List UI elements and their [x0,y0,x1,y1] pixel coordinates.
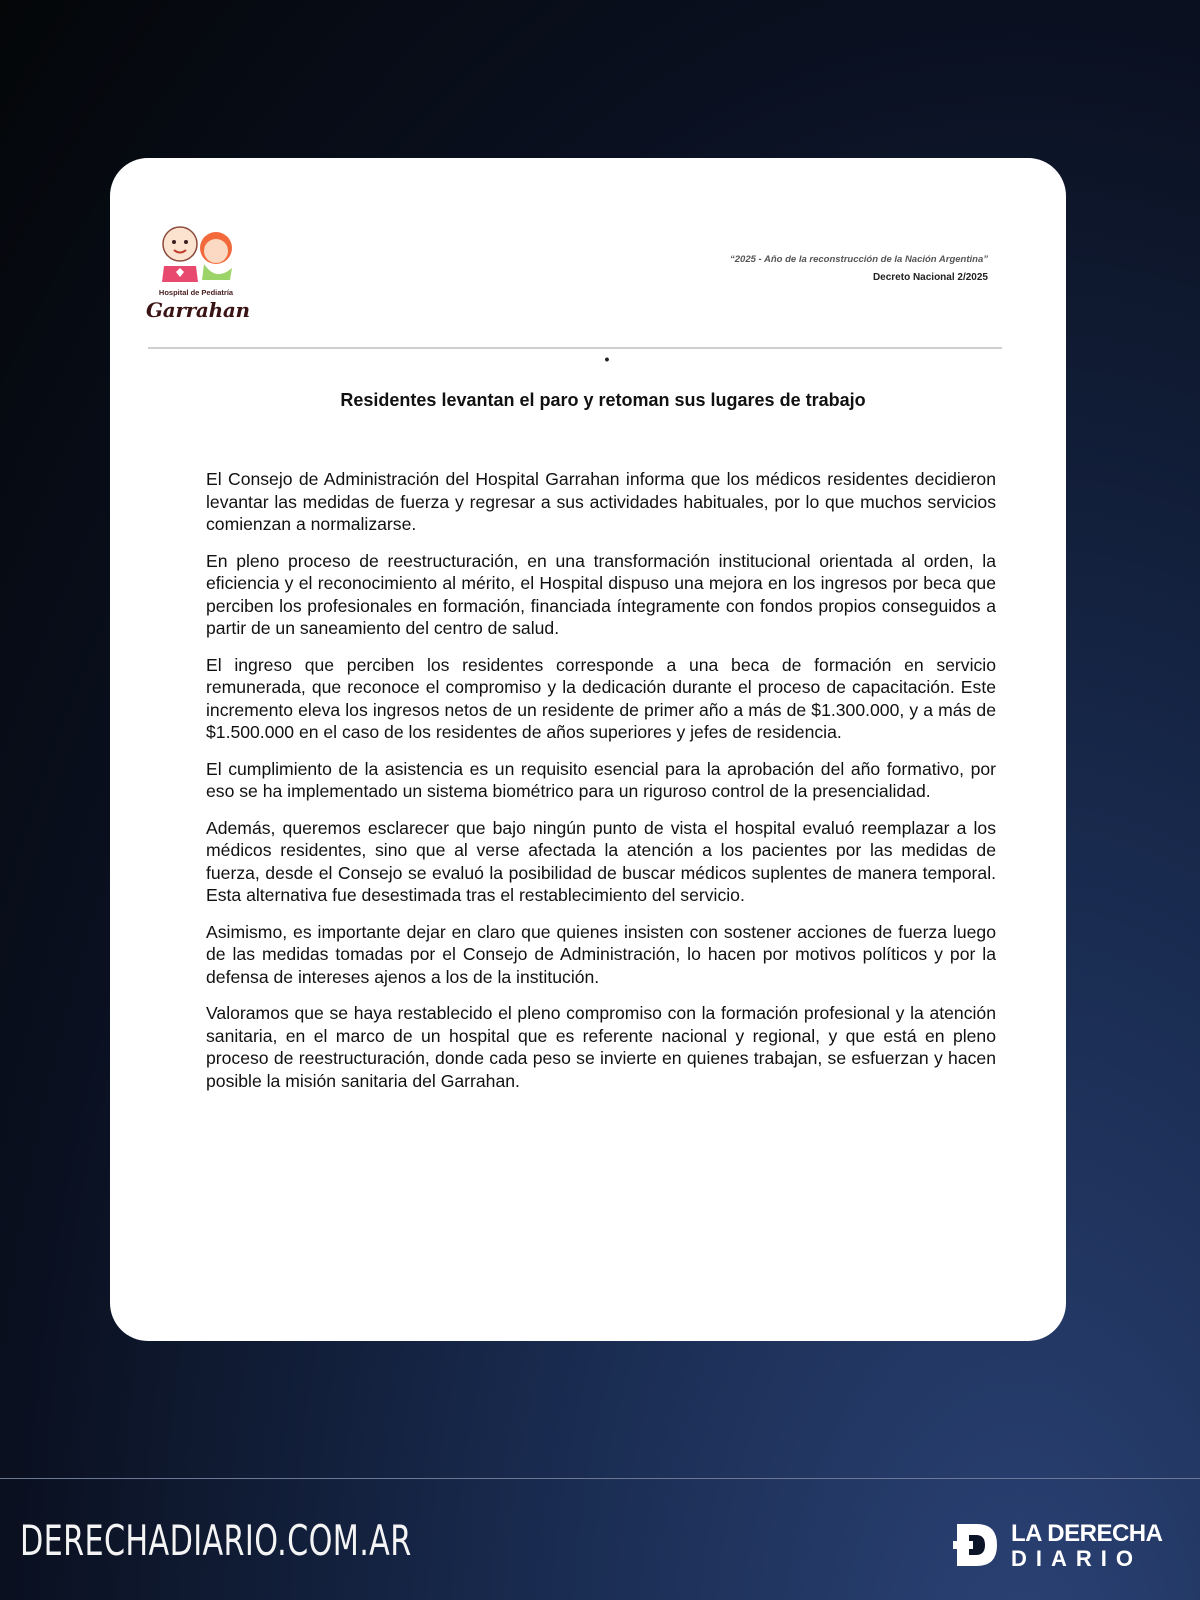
logo-name: Garrahan [146,298,250,322]
paragraph: Asimismo, es importante dejar en claro que quienes insisten con sostener acciones de fuerza luego de las medidas tomadas por el Consejo de Administración, lo hacen por motivos políticos y por la defensa de intereses ajenos a los de la institución. [206,921,996,987]
footer-divider [0,1478,1200,1479]
paragraph: El ingreso que perciben los residentes corresponde a una beca de formación en servicio remunerada, que reconoce el compromiso y la dedicación durante el proceso de capacitación. Este incremento eleva los ingresos netos de un residente de primer año a más de $1.300.000, y a más de $1.500.000 en el caso de los residentes de años superiores y jefes de residencia. [206,654,996,742]
document-title: Residentes levantan el paro y retoman sus lugares de trabajo [340,390,866,410]
paragraph: El cumplimiento de la asistencia es un requisito esencial para la aprobación del año formativo, por eso se ha implementado un sistema biométrico para un riguroso control de la presencialidad. [206,758,996,801]
press-release-card [110,158,1066,1341]
brand-line-2: DIARIO [1011,1546,1142,1571]
brand-logo [953,1518,1168,1572]
header-divider [148,347,1002,349]
document-body [206,468,996,1106]
paragraph: En pleno proceso de reestructuración, en una transformación institucional orientada al orden, la eficiencia y el reconocimiento al mérito, el Hospital dispuso una mejora en los ingresos por beca que perciben los profesionales en formación, financiada íntegramente con fondos propios conseguidos a partir de un saneamiento del centro de salud. [206,550,996,638]
hospital-logo [146,224,250,324]
paragraph: El Consejo de Administración del Hospital Garrahan informa que los médicos residentes decidieron levantar las medidas de fuerza y regresar a sus actividades habituales, por lo que muchos servicios comienzan a normalizarse. [206,469,996,534]
website-link[interactable]: DERECHADIARIO.COM.AR [20,1516,412,1565]
d-monogram-icon [953,1522,1001,1568]
separator-mark: • [604,351,610,367]
paragraph: Además, queremos esclarecer que bajo ningún punto de vista el hospital evaluó reemplazar a los médicos residentes, sino que al verse afectada la atención a los pacientes por las medidas de fuerza, desde el Consejo se evaluó la posibilidad de buscar médicos suplentes de manera temporal. Esta alternativa fue desestimada tras el restablecimiento del servicio. [206,817,996,905]
decree-reference: Decreto Nacional 2/2025 [872,272,988,283]
brand-line-1: LA DERECHA [1011,1520,1163,1547]
paragraph: Valoramos que se haya restablecido el pleno compromiso con la formación profesional y la atención sanitaria, en el marco de un hospital que es referente nacional y regional, y que está en pleno proceso de reestructuración, donde cada peso se invierte en quienes trabajan, se esfuerzan y hacen posible la misión sanitaria del Garrahan. [206,1003,996,1091]
logo-subtitle: Hospital de Pediatría [158,288,234,297]
children-illustration-icon [150,224,242,286]
national-motto: “2025 - Año de la reconstrucción de la Nación Argentina” [730,254,988,265]
